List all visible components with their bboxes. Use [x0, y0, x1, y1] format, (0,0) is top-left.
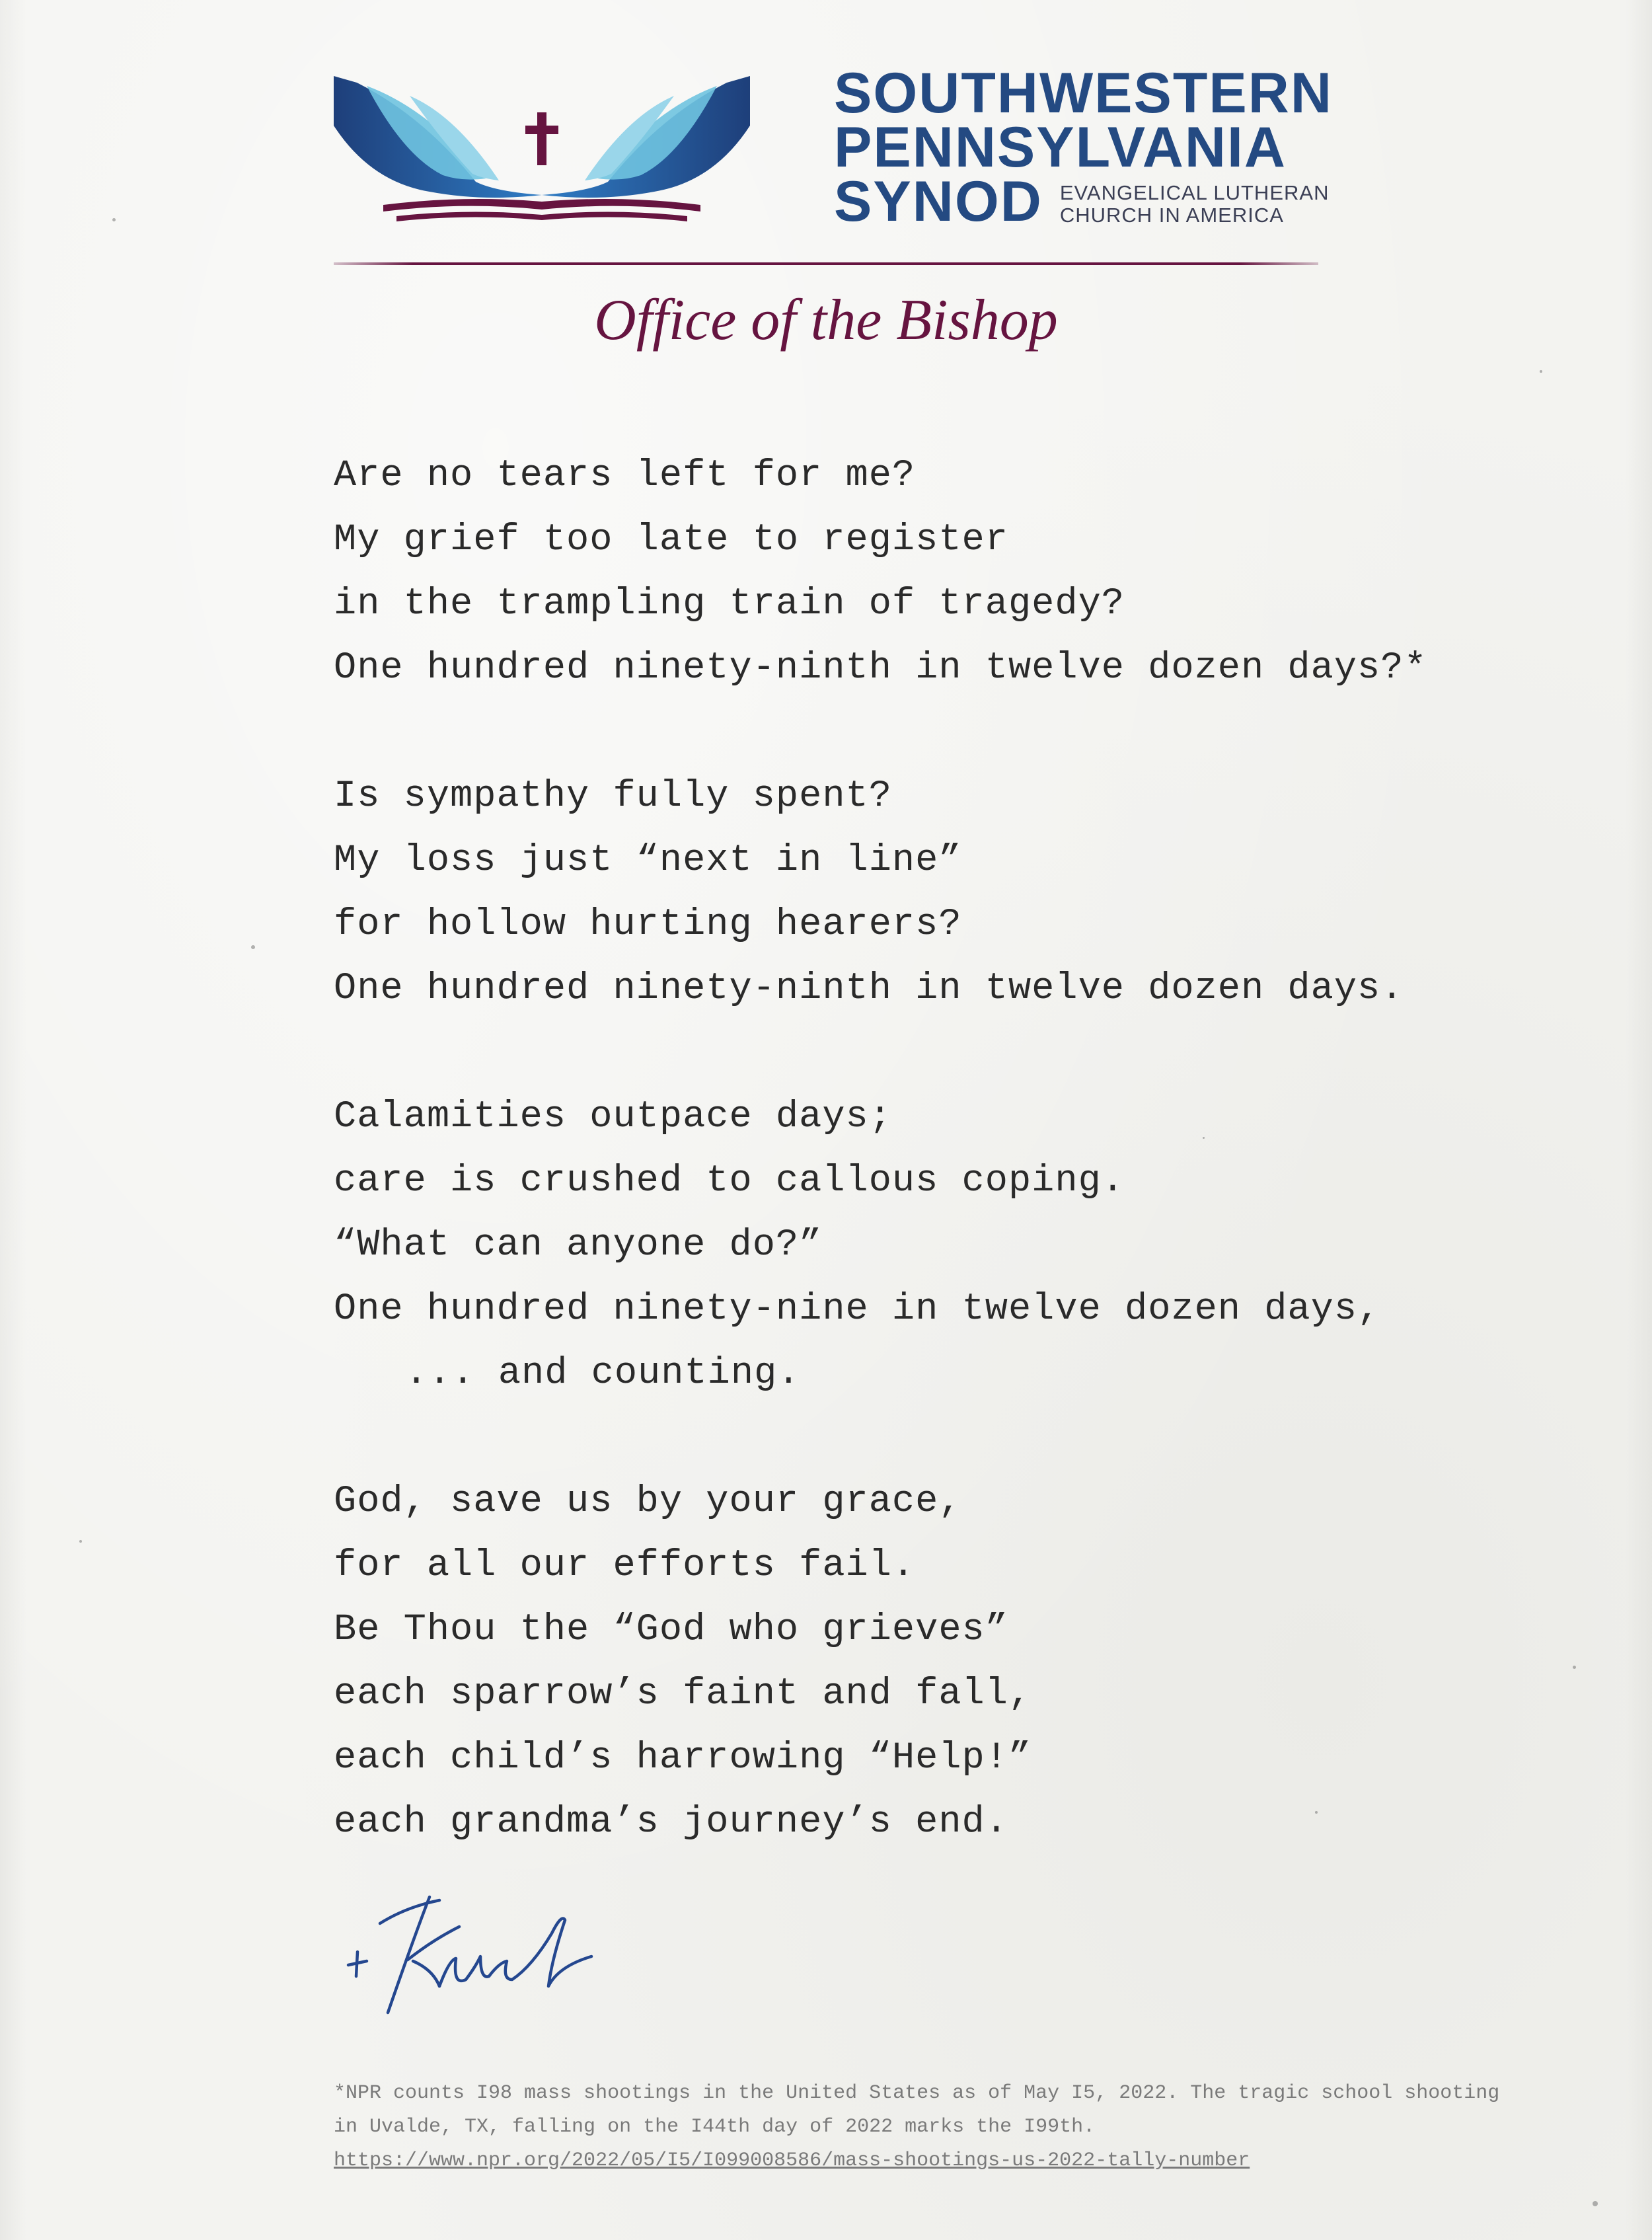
footnote-line-2: in Uvalde, TX, falling on the I44th day of 2022 marks the I99th. — [334, 2116, 1096, 2138]
paper-speck — [79, 1540, 82, 1543]
poem-line: Are no tears left for me? — [334, 455, 916, 497]
paper-speck — [112, 218, 116, 221]
poem-line: each sparrow’s faint and fall, — [334, 1673, 1032, 1715]
header-divider — [334, 262, 1318, 265]
affiliation-line-2: CHURCH IN AMERICA — [1059, 204, 1284, 227]
synod-row — [834, 170, 1330, 233]
poem — [334, 444, 1589, 1919]
poem-line: One hundred ninety-ninth in twelve dozen days?* — [334, 647, 1427, 689]
poem-line: Calamities outpace days; — [334, 1096, 892, 1138]
poem-line: God, save us by your grace, — [334, 1481, 962, 1523]
poem-line: ... and counting. — [405, 1352, 801, 1395]
poem-line: One hundred ninety-nine in twelve dozen days, — [334, 1288, 1381, 1331]
paper-speck — [1540, 370, 1542, 373]
poem-stanza-2 — [334, 765, 1589, 1021]
affiliation-line-1: EVANGELICAL LUTHERAN — [1059, 181, 1330, 204]
org-name-line-3: SYNOD — [834, 170, 1043, 233]
poem-stanza-3 — [334, 1085, 1589, 1406]
synod-wordmark — [834, 61, 1333, 233]
paper-speck — [1593, 2201, 1598, 2206]
poem-line: Be Thou the “God who grieves” — [334, 1609, 1008, 1651]
poem-line: each child’s harrowing “Help!” — [334, 1737, 1032, 1779]
poem-line: One hundred ninety-ninth in twelve dozen days. — [334, 968, 1404, 1010]
poem-line: in the trampling train of tragedy? — [334, 583, 1125, 625]
poem-line: each grandma’s journey’s end. — [334, 1801, 1008, 1843]
org-name-line-2: PENNSYLVANIA — [834, 116, 1287, 179]
footnote-line-1: *NPR counts I98 mass shootings in the United States as of May I5, 2022. The tragic school shooting — [334, 2082, 1500, 2105]
poem-stanza-1 — [334, 444, 1589, 701]
org-name-line-1: SOUTHWESTERN — [834, 61, 1333, 125]
handwritten-signature — [334, 1887, 611, 2026]
footnote-source-link[interactable]: https://www.npr.org/2022/05/I5/I099008586/mass-shootings-us-2022-tally-number — [334, 2149, 1250, 2172]
poem-line: My loss just “next in line” — [334, 839, 962, 882]
poem-line: My grief too late to register — [334, 519, 1008, 561]
office-title: Office of the Bishop — [594, 288, 1058, 352]
footnote — [334, 2077, 1510, 2178]
synod-logo-book-icon — [330, 69, 753, 228]
affiliation — [1060, 176, 1330, 227]
poem-line: care is crushed to callous coping. — [334, 1160, 1125, 1202]
poem-line: “What can anyone do?” — [334, 1224, 823, 1266]
paper-speck — [251, 945, 255, 949]
poem-line: for all our efforts fail. — [334, 1545, 916, 1587]
poem-stanza-4 — [334, 1470, 1589, 1855]
poem-line: Is sympathy fully spent? — [334, 775, 892, 818]
poem-line: for hollow hurting hearers? — [334, 904, 962, 946]
